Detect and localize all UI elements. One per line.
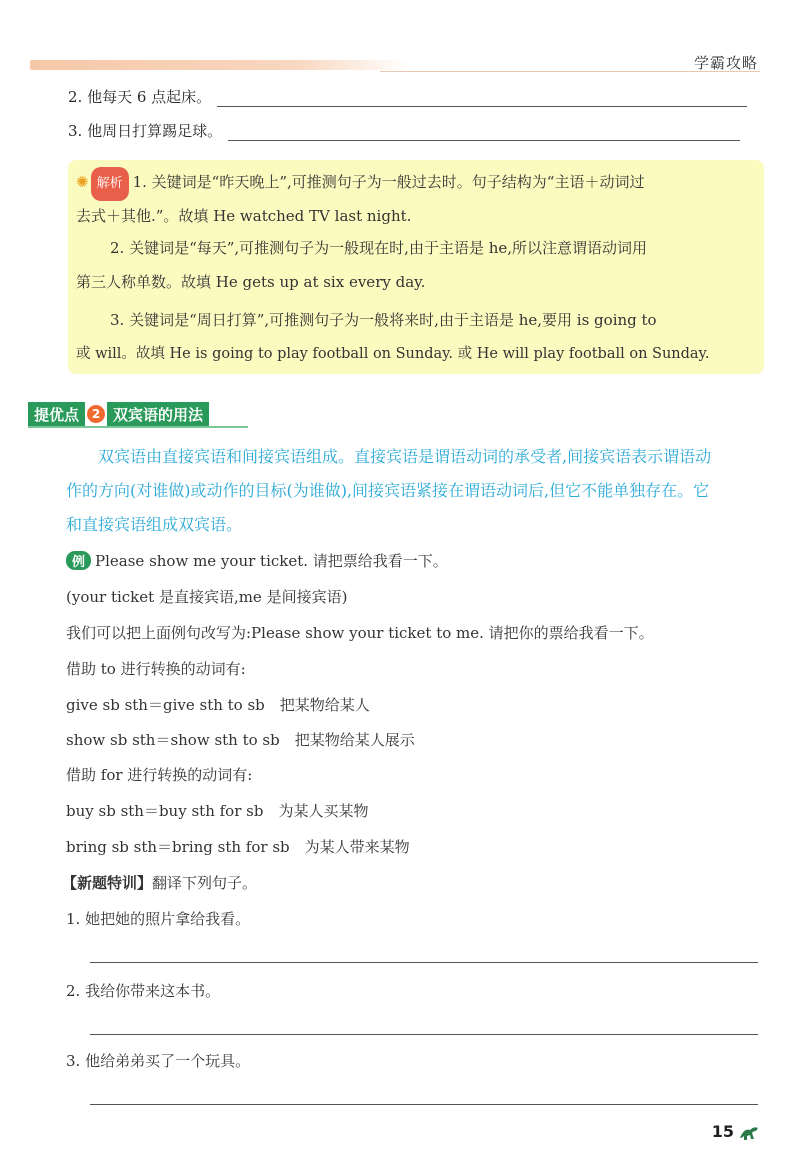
practice-label: 【新题特训】 xyxy=(62,874,153,892)
definition-line: 作的方向(对谁做)或动作的目标(为谁做),间接宾语紧接在谓语动词后,但它不能单独存在。它 xyxy=(66,481,710,500)
section-heading xyxy=(28,402,209,426)
practice-instruction: 翻译下列句子。 xyxy=(152,874,258,892)
lightbulb-icon: ✺ xyxy=(76,173,89,191)
answer-blank[interactable] xyxy=(228,139,740,141)
answer-line[interactable] xyxy=(90,1034,758,1035)
to-heading: 借助 to 进行转换的动词有: xyxy=(66,660,246,678)
page-number: 15 xyxy=(711,1122,734,1141)
analysis-line: 去式＋其他.”。故填 He watched TV last night. xyxy=(76,207,412,225)
analysis-line xyxy=(76,166,756,201)
question-row xyxy=(68,120,740,141)
practice-question: 1. 她把她的照片拿给我看。 xyxy=(66,910,251,928)
section-number: 2 xyxy=(87,405,105,423)
definition-paragraph xyxy=(66,440,766,542)
practice-heading xyxy=(62,872,257,893)
analysis-text: 1. 关键词是“昨天晚上”,可推测句子为一般过去时。句子结构为“主语＋动词过 xyxy=(132,173,645,191)
definition-line: 双宾语由直接宾语和间接宾语组成。直接宾语是谓语动词的承受者,间接宾语表示谓语动 xyxy=(98,447,712,466)
example-rewrite: 我们可以把上面例句改写为:Please show your ticket to me. 请把你的票给我看一下。 xyxy=(66,624,654,642)
answer-line[interactable] xyxy=(90,1104,758,1105)
question-text: 3. 他周日打算踢足球。 xyxy=(68,122,223,140)
example-note: (your ticket 是直接宾语,me 是间接宾语) xyxy=(66,588,348,606)
practice-question: 3. 他给弟弟买了一个玩具。 xyxy=(66,1052,251,1070)
definition-line: 和直接宾语组成双宾语。 xyxy=(66,515,243,534)
example-badge: 例 xyxy=(66,551,91,570)
header-stripe xyxy=(30,60,410,70)
analysis-box xyxy=(68,160,764,374)
section-title: 双宾语的用法 xyxy=(107,402,209,427)
answer-blank[interactable] xyxy=(217,105,747,107)
answer-line[interactable] xyxy=(90,962,758,963)
header-title: 学霸攻略 xyxy=(693,54,758,72)
question-text: 2. 他每天 6 点起床。 xyxy=(68,88,212,106)
dinosaur-icon xyxy=(738,1124,760,1142)
for-item: buy sb sth＝buy sth for sb 为某人买某物 xyxy=(66,802,369,820)
analysis-line: 或 will。故填 He is going to play football on Sunday. 或 He will play football on Sunday. xyxy=(76,346,710,362)
example-line xyxy=(66,550,448,571)
question-row xyxy=(68,86,747,107)
section-underline xyxy=(28,426,248,428)
to-item: give sb sth＝give sth to sb 把某物给某人 xyxy=(66,696,370,714)
practice-question: 2. 我给你带来这本书。 xyxy=(66,982,221,1000)
analysis-badge: 解析 xyxy=(91,167,129,201)
example-text: Please show me your ticket. 请把票给我看一下。 xyxy=(95,552,448,570)
analysis-line: 2. 关键词是“每天”,可推测句子为一般现在时,由于主语是 he,所以注意谓语动词用 xyxy=(110,239,648,257)
analysis-line: 第三人称单数。故填 He gets up at six every day. xyxy=(76,273,426,291)
for-item: bring sb sth＝bring sth for sb 为某人带来某物 xyxy=(66,838,410,856)
for-heading: 借助 for 进行转换的动词有: xyxy=(66,766,253,784)
to-item: show sb sth＝show sth to sb 把某物给某人展示 xyxy=(66,731,415,749)
analysis-line: 3. 关键词是“周日打算”,可推测句子为一般将来时,由于主语是 he,要用 is going to xyxy=(110,311,657,329)
section-prefix: 提优点 xyxy=(28,402,85,427)
